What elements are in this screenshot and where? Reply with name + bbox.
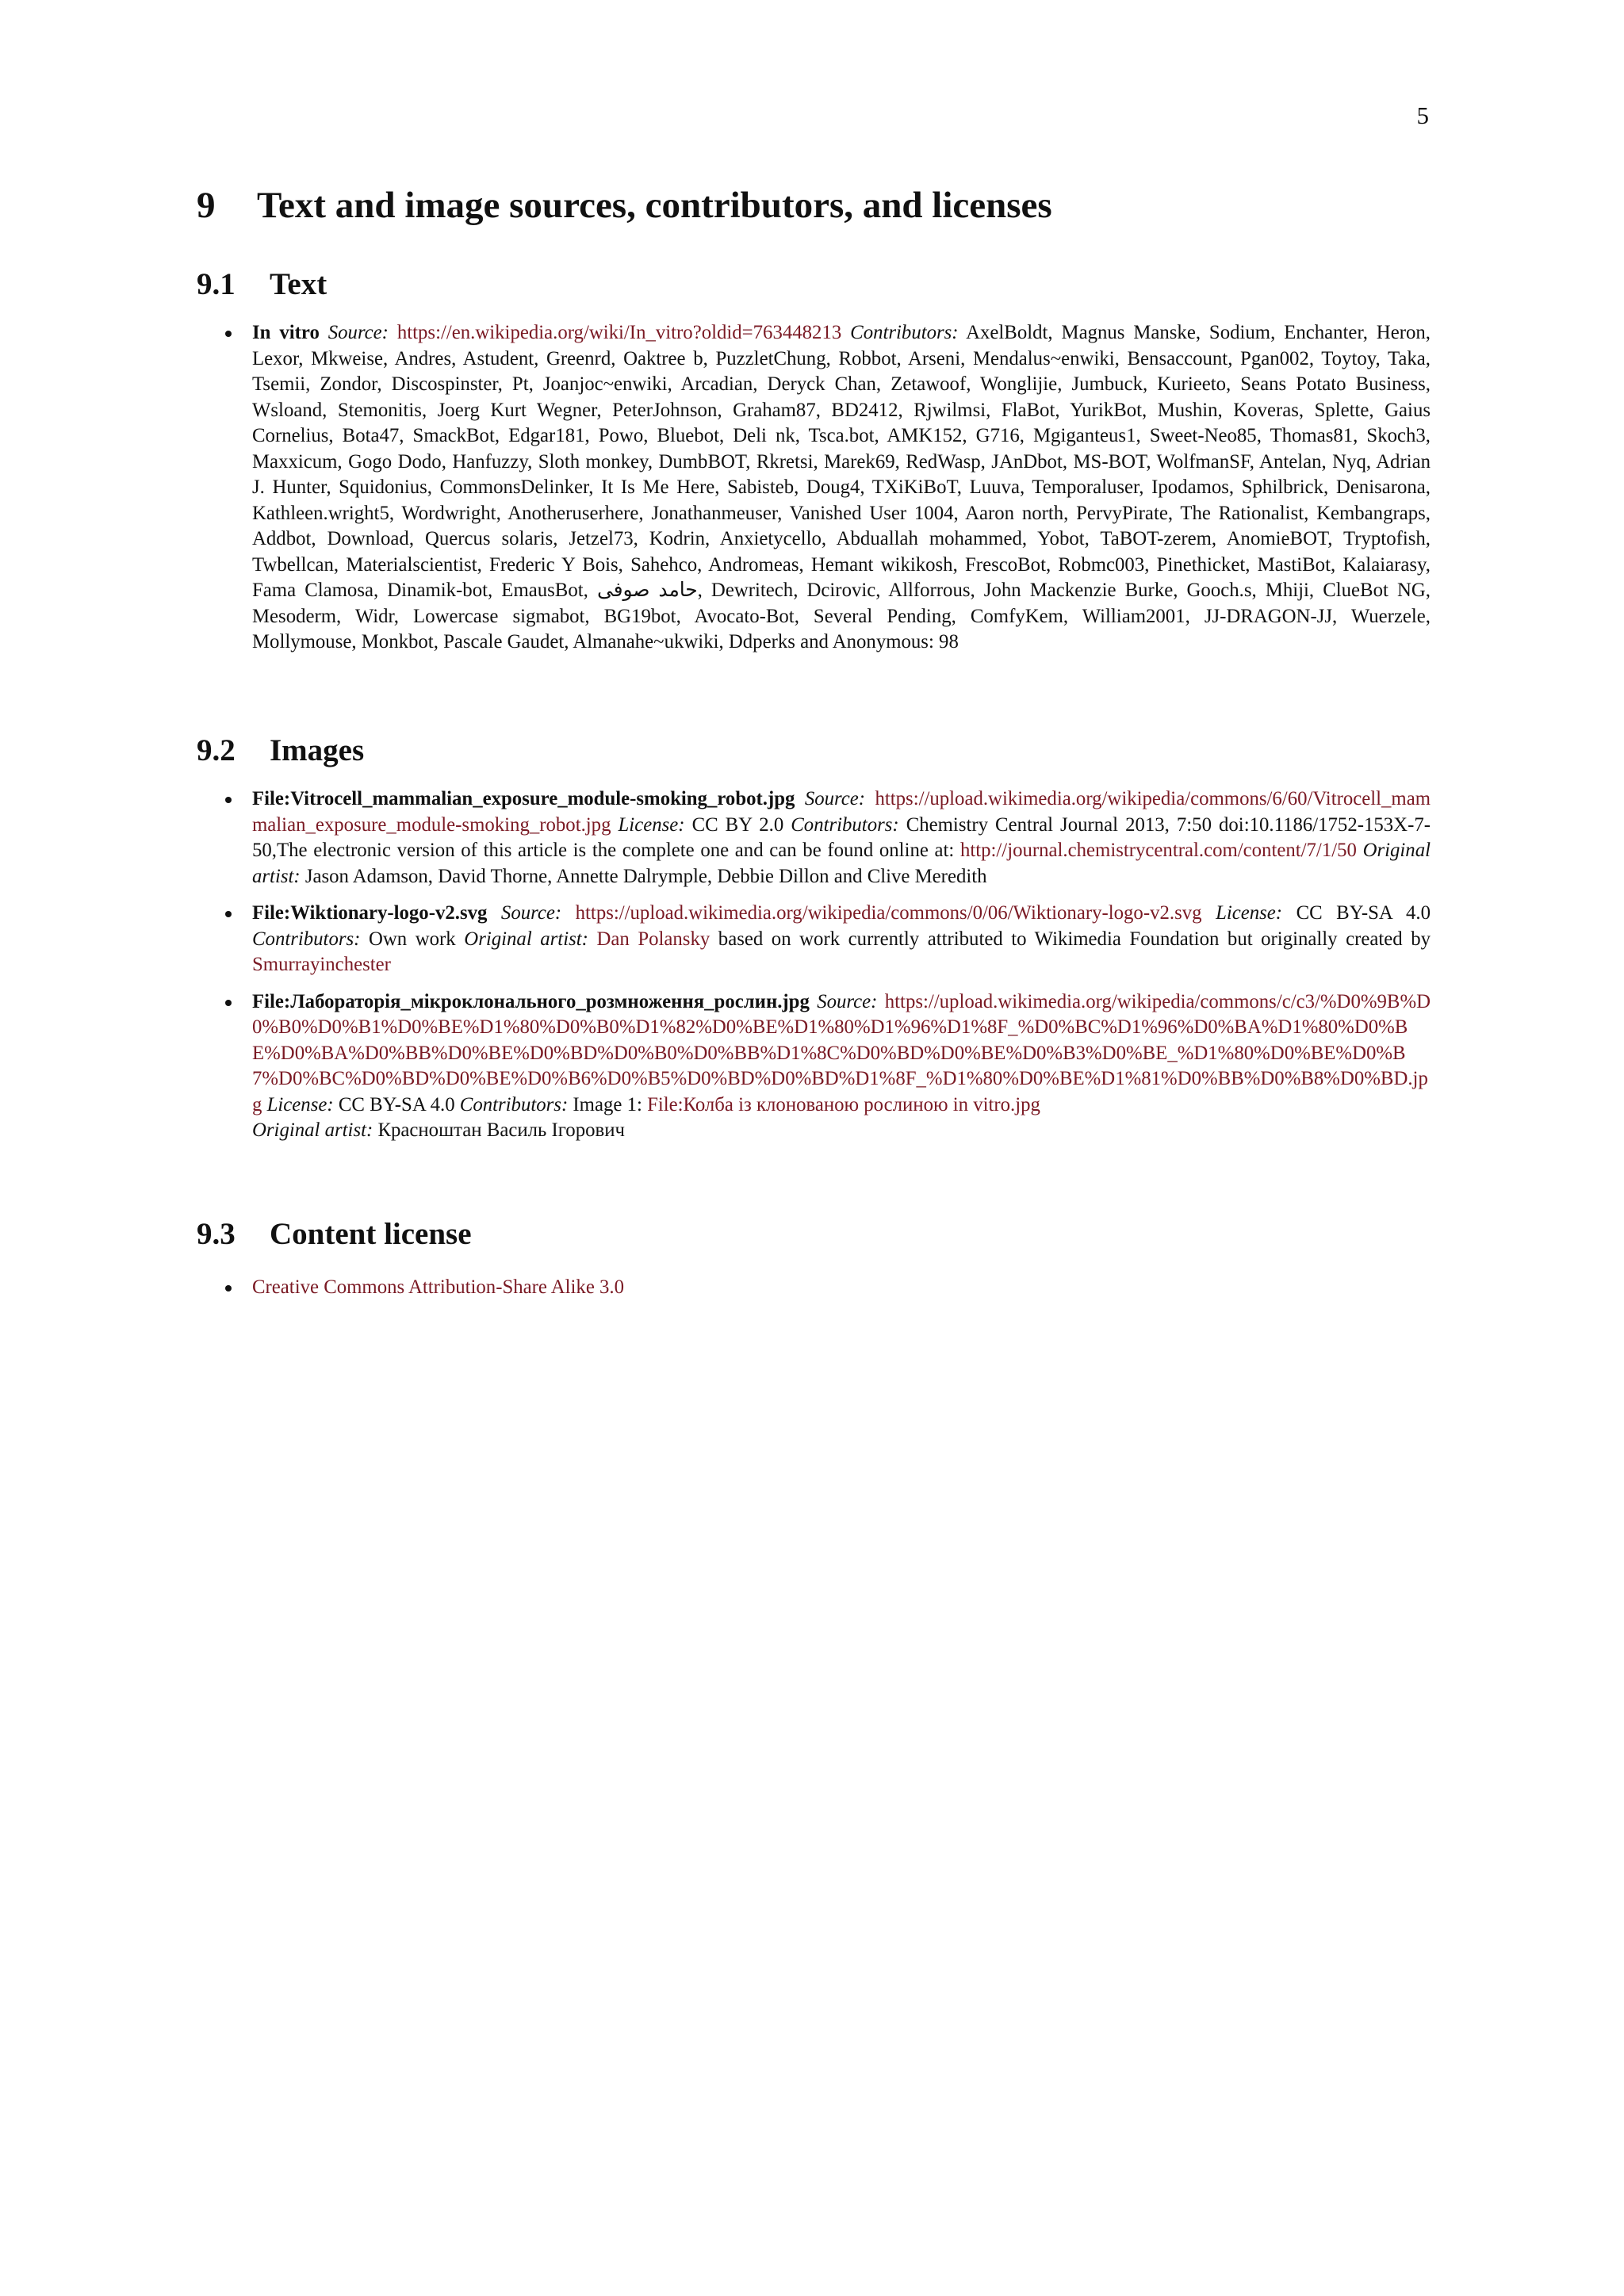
contributors-text: AxelBoldt, Magnus Manske, Sodium, Enchanter, Heron, Lexor, Mkweise, Andres, Astudent, Greenrd, Oaktree b, PuzzletChung, Robbot, Arseni, Mendalus~enwiki, Bensaccount, Pgan002, Toytoy, Taka, Tsemii, Zondor, Discospinster, Pt, Joanjoc~enwiki, Arcadian, Deryck Chan, Zetawoof, Wonglijie, Jumbuck, Kurieeto, Seans Potato Business, Wsloand, Stemonitis, Joerg Kurt Wegner, PeterJohnson, Graham87, BD2412, Rjwilmsi, FlaBot, YurikBot, Mushin, Koveras, Splette, Gaius Cornelius, Bota47, SmackBot, Edgar181, Powo, Bluebot, Deli nk, Tsca.bot, AMK152, G716, Mgiganteus1, Sweet-Neo85, Thomas81, Skoch3, Maxxicum, Gogo Dodo, Hanfuzzy, Sloth monkey, DumbBOT, Rkretsi, Marek69, RedWasp, JAnDbot, MS-BOT, WolfmanSF, Antelan, Nyq, Adrian J. Hunter, Squidonius, CommonsDelinker, It Is Me Here, Sabisteb, Doug4, TXiKiBoT, Luuva, Temporaluser, Ipodamos, Sphilbrick, Denisarona, Kathleen.wright5, Wordwright, Anotheruserhere, Jonathanmeuser, Vanished User 1004, Aaron north, PervyPirate, The Rationalist, Kembangraps, Addbot, Download, Quercus solaris, Jetzel73, Kodrin, Anxietycello, Abduallah mohammed, Yobot, TaBOT-zerem, AnomieBOT, Tryptofish, Twbellcan, Materialscientist, Frederic Y Bois, Sahehco, Andromeas, Hemant wikikosh, FrescoBot, Robmc003, Pinethicket, MastiBot, Kalaiarasy, Fama Clamosa, Dinamik-bot, EmausBot, حامد صوفی, Dewritech, Dcirovic, Allforrous, John Mackenzie Burke, Gooch.s, Mhiji, ClueBot NG, Mesoderm, Widr, Lowercase sigmabot, BG19bot, Avocato-Bot, Several Pending, ComfyKem, William2001, JJ-DRAGON-JJ, Wuerzele, Mollymouse, Monkbot, Pascale Gaudet, Almanahe~ukwiki, Ddperks and Anonymous: 98 — [252, 322, 1431, 652]
subsection-number: 9.3 — [197, 1217, 236, 1251]
contributors-label: Contributors: — [791, 813, 899, 836]
section-number: 9 — [197, 185, 216, 226]
section-heading — [197, 184, 1052, 227]
contributors-link[interactable]: http://journal.chemistrycentral.com/content/7/1/50 — [959, 840, 1357, 861]
list-item — [225, 320, 1431, 656]
contributors-label: Contributors: — [850, 322, 959, 343]
license-text: CC BY-SA 4.0 — [1296, 902, 1431, 924]
artist-label: Original artist: — [252, 840, 1431, 887]
contributors-text: Own work — [368, 928, 456, 950]
list-item — [225, 901, 1431, 978]
list-item — [225, 786, 1431, 890]
file-title: File:Vitrocell_mammalian_exposure_module-smoking_robot.jpg — [252, 788, 795, 809]
source-link[interactable]: https://upload.wikimedia.org/wikipedia/commons/c/c3/%D0%9B%D0%B0%D0%B1%D0%BE%D1%80%D0%B0%D1%82%D0%BE%D1%80%D1%96%D1%8F_%D0%BC%D1%96%D0%BA%D1%80%D0%BE%D0%BA%D0%BB%D0%BE%D0%BD%D0%B0%D0%BB%D1%8C%D0%BD%D0%BE%D0%B3%D0%BE_%D1%80%D0%BE%D0%B7%D0%BC%D0%BD%D0%BE%D0%B6%D0%B5%D0%BD%D0%BD%D1%8F_%D1%80%D0%BE%D1%81%D0%BB%D0%B8%D0%BD.jpg — [252, 990, 1431, 1115]
artist-text: Jason Adamson, David Thorne, Annette Dalrymple, Debbie Dillon and Clive Meredith — [304, 865, 987, 887]
artist-label: Original artist: — [464, 928, 588, 950]
source-link[interactable]: https://en.wikipedia.org/wiki/In_vitro?oldid=763448213 — [396, 322, 842, 343]
source-label: Source: — [817, 990, 878, 1012]
image-sources-list — [225, 786, 1431, 1155]
artist-text: Красноштан Василь Ігорович — [377, 1119, 625, 1141]
page-number: 5 — [1416, 101, 1429, 129]
subsection-title: Content license — [270, 1217, 472, 1251]
contributors-link[interactable]: File:Колба із клонованою рослиною in vitro.jpg — [647, 1093, 1040, 1115]
artist-text: based on work currently attributed to Wikimedia Foundation but originally created by — [710, 928, 1431, 950]
license-link[interactable]: Creative Commons Attribution-Share Alike 3.0 — [252, 1276, 625, 1298]
license-label: License: — [1216, 902, 1283, 924]
list-item — [225, 1275, 1431, 1301]
source-link[interactable]: https://upload.wikimedia.org/wikipedia/commons/0/06/Wiktionary-logo-v2.svg — [575, 902, 1202, 924]
contributors-text: Chemistry Central Journal 2013, 7:50 doi:10.1186/1752-153X-7-50,The electronic version of this article is the complete one and can be found online at: — [252, 813, 1431, 861]
text-sources-list — [225, 320, 1431, 667]
source-label: Source: — [327, 322, 389, 343]
file-title: File:Wiktionary-logo-v2.svg — [252, 902, 488, 924]
article-title: In vitro — [252, 322, 320, 343]
subsection-number: 9.2 — [197, 733, 236, 767]
content-license-list — [225, 1275, 1431, 1312]
contributors-label: Contributors: — [459, 1093, 569, 1115]
artist-label: Original artist: — [252, 1119, 373, 1141]
subsection-heading-text — [197, 266, 327, 302]
subsection-heading-images — [197, 733, 364, 768]
source-link[interactable]: https://upload.wikimedia.org/wikipedia/commons/6/60/Vitrocell_mammalian_exposure_module-smoking_robot.jpg — [252, 788, 1431, 836]
source-label: Source: — [804, 788, 866, 809]
contributors-label: Contributors: — [252, 928, 361, 950]
license-text: CC BY-SA 4.0 — [338, 1093, 455, 1115]
subsection-title: Text — [270, 267, 327, 301]
subsection-number: 9.1 — [197, 267, 236, 301]
contributors-text: Image 1: — [573, 1093, 648, 1115]
creator-link[interactable]: Smurrayinchester — [252, 954, 391, 975]
subsection-heading-content-license — [197, 1216, 472, 1252]
license-label: License: — [618, 813, 685, 836]
file-title: File:Лабораторія_мікроклонального_розмноження_рослин.jpg — [252, 990, 810, 1012]
list-item — [225, 989, 1431, 1144]
subsection-title: Images — [270, 733, 365, 767]
artist-link[interactable]: Dan Polansky — [596, 928, 710, 950]
license-text: CC BY 2.0 — [691, 813, 784, 836]
license-label: License: — [266, 1093, 334, 1115]
source-label: Source: — [500, 902, 562, 924]
section-title: Text and image sources, contributors, and licenses — [257, 185, 1052, 226]
